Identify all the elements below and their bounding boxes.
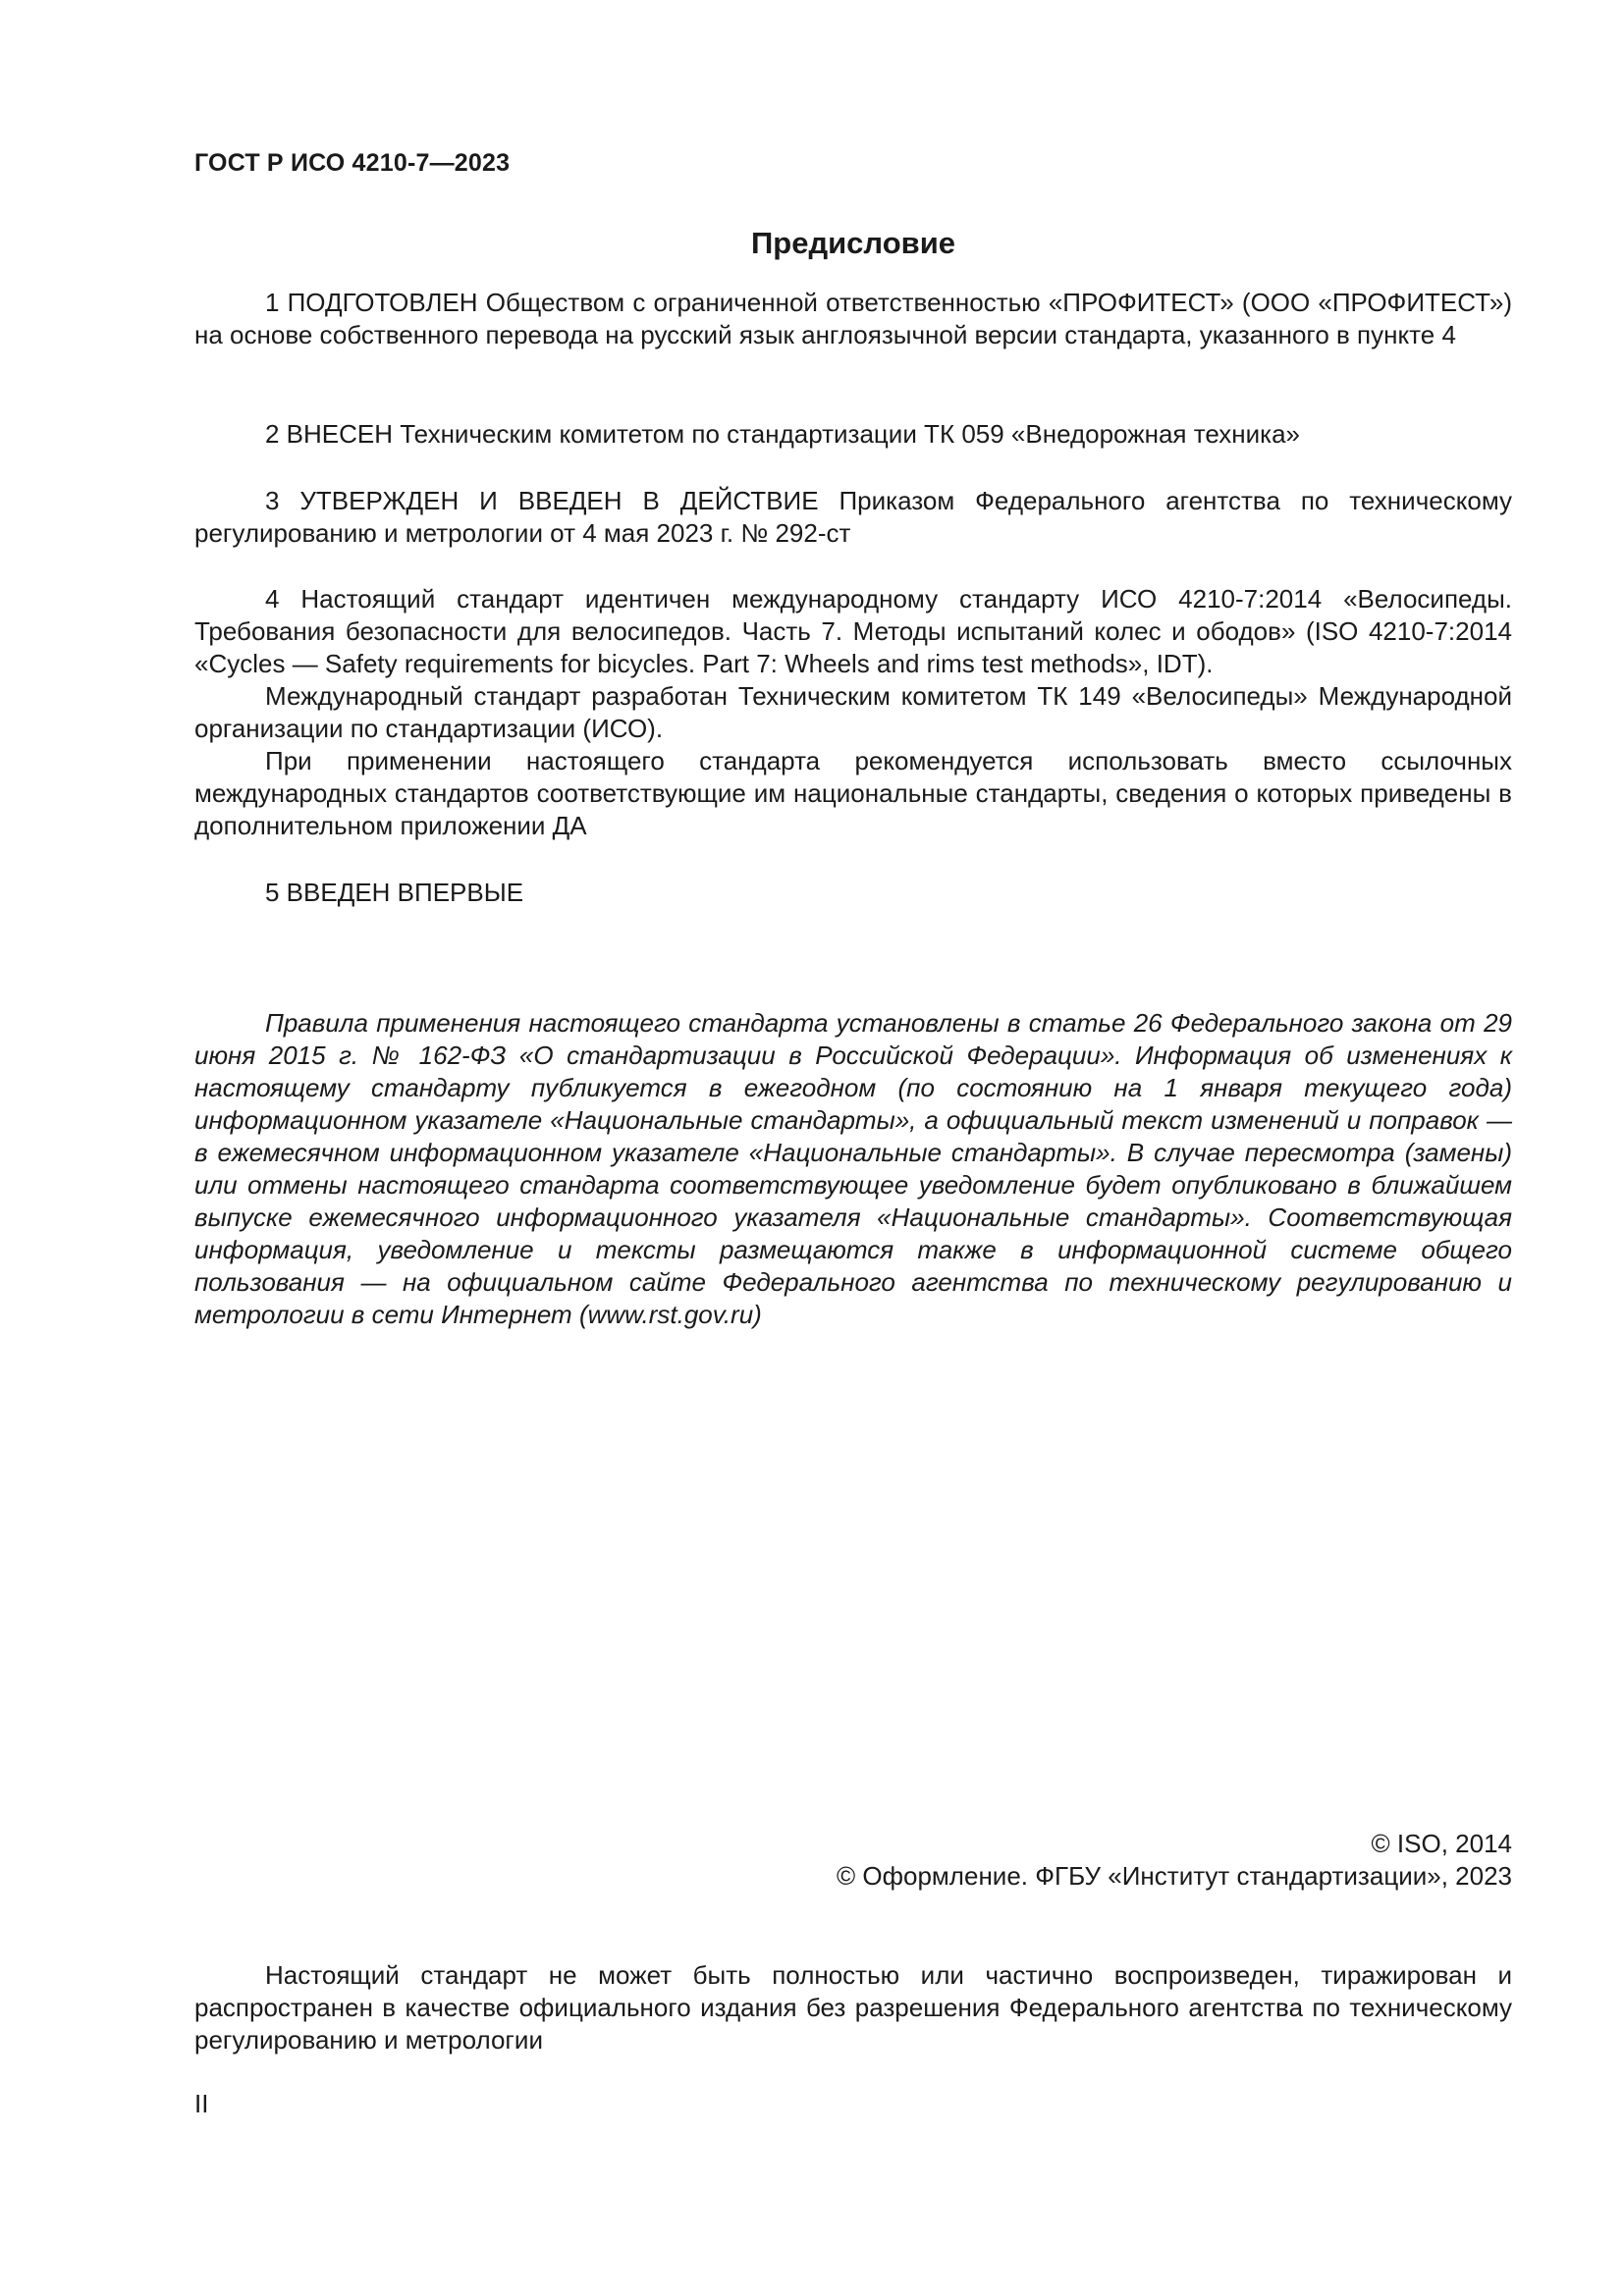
page-title: Предисловие bbox=[750, 226, 955, 260]
page-number: II bbox=[194, 2089, 209, 2118]
foreword-item-3 bbox=[194, 485, 1512, 550]
reproduction-notice-text: Настоящий стандарт не может быть полностью или частично воспроизведен, тиражирован и распространен в качестве официального издания без разрешения Федерального агентства по техническому регулированию и метрологии bbox=[194, 1960, 1512, 2055]
foreword-item-4-text: 4 Настоящий стандарт идентичен международному стандарту ИСО 4210-7:2014 «Велосипеды. Требования безопасности для велосипедов. Часть 7. Методы испытаний колес и ободов» (ISO 4210-7:2014 «Cycles — Safety requirements for bicycles. Part 7: Wheels and rims test methods», IDT). bbox=[194, 584, 1512, 678]
foreword-item-3-text: 3 УТВЕРЖДЕН И ВВЕДЕН В ДЕЙСТВИЕ Приказом Федерального агентства по техническому регулированию и метрологии от 4 мая 2023 г. № 292-ст bbox=[194, 486, 1512, 548]
foreword-item-1 bbox=[194, 287, 1512, 351]
foreword-item-4-reference-note: При применении настоящего стандарта рекомендуется использовать вместо ссылочных международных стандартов соответствующие им национальные стандарты, сведения о которых приведены в дополнительном приложении ДА bbox=[194, 746, 1512, 840]
copyright-design: © Оформление. ФГБУ «Институт стандартизации», 2023 bbox=[837, 1861, 1512, 1891]
foreword-item-4 bbox=[194, 583, 1512, 842]
reproduction-notice bbox=[194, 1959, 1512, 2056]
rules-notice bbox=[194, 1007, 1512, 1331]
foreword-item-2 bbox=[194, 418, 1512, 451]
foreword-item-5-text: 5 ВВЕДЕН ВПЕРВЫЕ bbox=[265, 878, 524, 907]
foreword-item-2-text: 2 ВНЕСЕН Техническим комитетом по стандартизации ТК 059 «Внедорожная техника» bbox=[265, 419, 1300, 449]
rules-notice-text: Правила применения настоящего стандарта установлены в статье 26 Федерального закона от 29 июня 2015 г. № 162-ФЗ «О стандартизации в Российской Федерации». Информация об изменениях к настоящему стандарту публикуется в ежегодном (по состоянию на 1 января текущего года) информационном указателе «Национальные стандарты», а официальный текст изменений и поправок — в ежемесячном информационном указателе «Национальные стандарты». В случае пересмотра (замены) или отмены настоящего стандарта соответствующее уведомление будет опубликовано в ближайшем выпуске ежемесячного информационного указателя «Национальные стандарты». Соответствующая информация, уведомление и тексты размещаются также в информационной системе общего пользования — на официальном сайте Федерального агентства по техническому регулированию и метрологии в сети Интернет (www.rst.gov.ru) bbox=[194, 1008, 1512, 1329]
foreword-item-4-iso-committee: Международный стандарт разработан Техническим комитетом ТК 149 «Велосипеды» Международной организации по стандартизации (ИСО). bbox=[194, 681, 1512, 743]
foreword-item-5 bbox=[194, 877, 1512, 909]
standard-designation: ГОСТ Р ИСО 4210-7—2023 bbox=[194, 149, 511, 177]
copyright-block bbox=[194, 1828, 1512, 1893]
copyright-iso: © ISO, 2014 bbox=[1371, 1829, 1512, 1858]
foreword-item-1-text: 1 ПОДГОТОВЛЕН Обществом с ограниченной ответственностью «ПРОФИТЕСТ» (ООО «ПРОФИТЕСТ») на основе собственного перевода на русский язык англоязычной версии стандарта, указанного в пункте 4 bbox=[194, 288, 1512, 349]
